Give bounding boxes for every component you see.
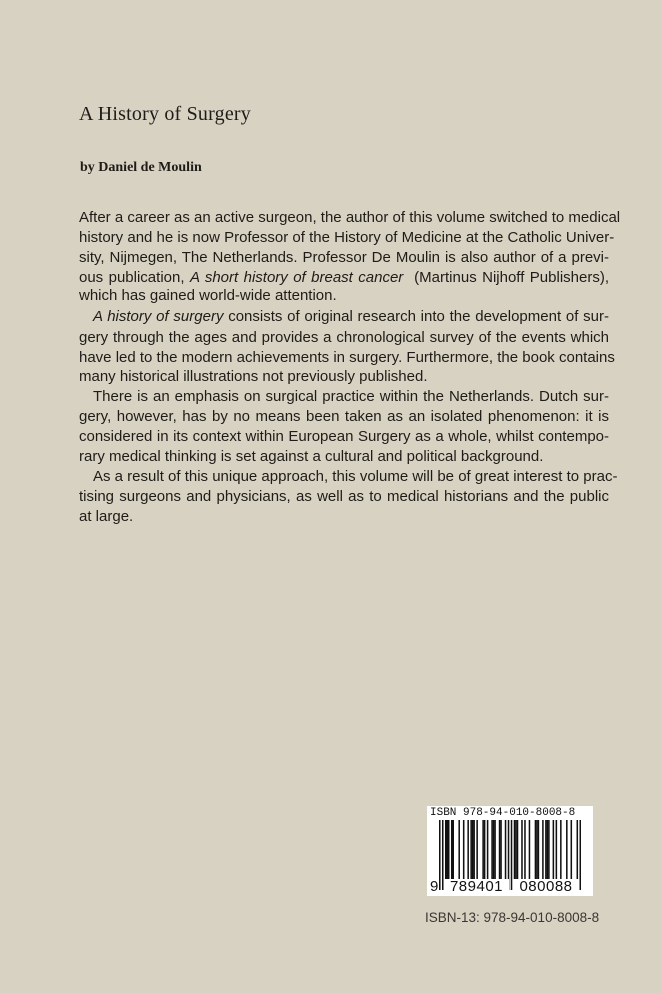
isbn13-label: ISBN-13: 978-94-010-8008-8 <box>425 910 600 925</box>
barcode-bar <box>445 820 447 880</box>
blurb-line: ous publication, A short history of breast cancer (Martinus Nijhoff Publishers), <box>79 269 609 286</box>
barcode-isbn-label: ISBN 978-94-010-8008-8 <box>430 807 576 819</box>
blurb-line: As a result of this unique approach, this volume will be of great interest to prac- <box>93 468 618 485</box>
barcode-bar <box>542 820 544 880</box>
barcode-bar <box>463 820 465 880</box>
barcode-bar <box>545 820 547 880</box>
blurb-line: There is an emphasis on surgical practice within the Netherlands. Dutch sur- <box>93 388 609 405</box>
barcode-bar <box>499 820 501 880</box>
barcode-bar <box>494 820 496 880</box>
blurb-line: history and he is now Professor of the History of Medicine at the Catholic Univer- <box>79 229 615 246</box>
barcode-bar <box>472 820 474 880</box>
blurb-line: at large. <box>79 508 134 525</box>
barcode-bar <box>505 820 507 880</box>
barcode-bar <box>553 820 555 880</box>
barcode-first-digit: 9 <box>430 878 439 895</box>
barcode-bar <box>517 820 519 880</box>
barcode-right-digits: 080088 <box>513 879 579 895</box>
barcode-bar <box>529 820 531 880</box>
barcode-bar <box>451 820 453 880</box>
blurb-line: After a career as an active surgeon, the author of this volume switched to medical <box>79 209 621 226</box>
author: by Daniel de Moulin <box>80 160 202 175</box>
blurb-line: tising surgeons and physicians, as well as to medical historians and the public <box>79 488 609 505</box>
barcode-bar <box>484 820 486 880</box>
blurb-line: sity, Nijmegen, The Netherlands. Professor De Moulin is also author of a previ- <box>79 249 609 266</box>
blurb-line: which has gained world-wide attention. <box>79 287 337 304</box>
barcode-bar <box>556 820 558 880</box>
blurb-line: gery, however, has by no means been taken as an isolated phenomenon: it is <box>79 408 609 425</box>
blurb-line: many historical illustrations not previously published. <box>79 368 428 385</box>
barcode-left-digits: 789401 <box>444 879 509 895</box>
barcode-bar <box>548 820 550 880</box>
barcode-bar <box>538 820 540 880</box>
barcode <box>427 806 593 896</box>
barcode-bar <box>491 820 493 880</box>
barcode-bar <box>467 820 469 880</box>
barcode-bar <box>448 820 450 880</box>
barcode-bar <box>535 820 537 880</box>
barcode-bar <box>566 820 568 880</box>
barcode-bar <box>446 820 448 880</box>
barcode-bar <box>515 820 517 880</box>
barcode-digits <box>427 879 593 895</box>
barcode-bar <box>500 820 502 880</box>
barcode-bar <box>514 820 516 880</box>
barcode-bar <box>524 820 526 880</box>
barcode-bar <box>458 820 460 880</box>
barcode-bar <box>473 820 475 880</box>
barcode-bar <box>560 820 562 880</box>
barcode-bar <box>452 820 454 880</box>
barcode-bar <box>482 820 484 880</box>
blurb-line: have led to the modern achievements in surgery. Furthermore, the book contains <box>79 349 615 366</box>
blurb-line: rary medical thinking is set against a cultural and political background. <box>79 448 544 465</box>
barcode-bar <box>536 820 538 880</box>
blurb-line: A history of surgery consists of original research into the development of sur- <box>93 308 609 325</box>
barcode-bar <box>521 820 523 880</box>
barcode-bar <box>547 820 549 880</box>
barcode-bar <box>470 820 472 880</box>
blurb-line: gery through the ages and provides a chronological survey of the events which <box>79 329 609 346</box>
barcode-bar <box>476 820 478 880</box>
barcode-bar <box>487 820 489 880</box>
title: A History of Surgery <box>79 103 251 125</box>
barcode-bar <box>493 820 495 880</box>
barcode-bar <box>571 820 573 880</box>
blurb-line: considered in its context within European Surgery as a whole, whilst contempo- <box>79 428 609 445</box>
